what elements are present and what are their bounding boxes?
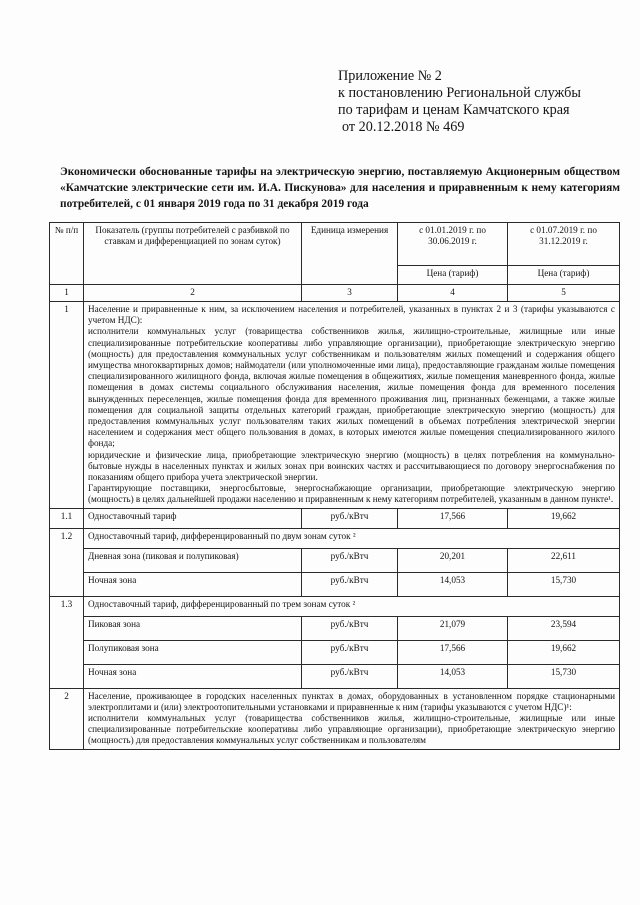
row-label: Полупиковая зона xyxy=(84,640,302,664)
document-title: Экономически обоснованные тарифы на электрическую энергию, поставляемую Акционерным обществом «Камчатские электрические сети им. И.А. Пискунова» для населения и приравненным к нему категориям потребителей, с 01 января 2019 года по 31 декабря 2019 года xyxy=(60,166,620,210)
table-row xyxy=(50,596,620,616)
group-1-paragraph: исполнители коммунальных услуг (товарищества собственников жилья, жилищно-строительные, жилищные или иные специализированные потребительские кооперативы либо управляющие организации), приобретающие электрическую энергию (мощность) для предоставления коммунальных услуг собственникам и пользователям жилых помещений и содержания общего имущества многоквартирных домов; наймодатели (или уполномоченные ими лица), предоставляющие гражданам жилые помещения специализированного жилищного фонда, включая жилые помещения в общежитиях, жилые помещения маневренного фонда, жилые помещения в домах системы социального обслуживания населения, жилые помещения фонда для временного поселения вынужденных переселенцев, жилые помещения фонда для временного проживания лиц, признанных беженцами, а также жилые помещения для социальной защиты отдельных категорий граждан, приобретающие электрическую энергию (мощность) для предоставления коммунальных услуг пользователям таких жилых помещений в объемах потребления электрической энергии населением и содержания мест общего пользования в домах, в которых имеются жилые помещения специализированного жилого фонда; xyxy=(88,326,615,449)
row-num: 1.2 xyxy=(50,528,84,596)
table-row xyxy=(50,664,620,688)
row-label: Ночная зона xyxy=(84,664,302,688)
table-row xyxy=(50,508,620,528)
appendix-line-1: Приложение № 2 xyxy=(338,68,442,84)
table-row xyxy=(50,640,620,664)
row-value-1: 21,079 xyxy=(398,616,508,640)
row-unit: руб./кВтч xyxy=(302,548,398,572)
appendix-line-4: от 20.12.2018 № 469 xyxy=(342,119,465,135)
row-label: Одноставочный тариф, дифференцированный по трем зонам суток ² xyxy=(84,596,620,616)
group-2-row xyxy=(50,688,620,749)
row-value-2: 19,662 xyxy=(508,640,620,664)
group-2-paragraph: Население, проживающее в городских населенных пунктах в домах, оборудованных в установленном порядке стационарными электроплитами и (или) электроотопительными установками и приравненные к ним (тарифы указываются с учетом НДС)¹: xyxy=(88,690,615,712)
group-1-paragraph: юридические и физические лица, приобретающие электрическую энергию (мощность) в целях потребления на коммунально-бытовые нужды в населенных пунктах и жилых зонах при воинских частях и рассчитывающиеся по договору энергоснабжения по показаниям общего прибора учета электрической энергии. xyxy=(88,449,615,483)
row-num: 1.1 xyxy=(50,508,84,528)
row-value-2: 15,730 xyxy=(508,664,620,688)
row-value-2: 15,730 xyxy=(508,572,620,596)
row-value-2: 23,594 xyxy=(508,616,620,640)
col-number: 5 xyxy=(508,285,620,302)
header-period-2: с 01.07.2019 г. по 31.12.2019 г. xyxy=(508,223,620,266)
table-row xyxy=(50,572,620,596)
row-value-2: 22,611 xyxy=(508,548,620,572)
header-period-1: с 01.01.2019 г. по 30.06.2019 г. xyxy=(398,223,508,266)
row-value-2: 19,662 xyxy=(508,508,620,528)
group-2-num: 2 xyxy=(50,688,84,749)
group-1-paragraph: Гарантирующие поставщики, энергосбытовые, энергоснабжающие организации, приобретающие электрическую энергию (мощность) в целях дальнейшей продажи населению и приравненным к нему категориям потребителей, указанным в данном пункте¹. xyxy=(88,483,615,505)
row-value-1: 20,201 xyxy=(398,548,508,572)
tariff-table xyxy=(49,222,620,750)
row-label: Ночная зона xyxy=(84,572,302,596)
header-unit: Единица измерения xyxy=(302,223,398,285)
row-num: 1.3 xyxy=(50,596,84,688)
appendix-line-3: по тарифам и ценам Камчатского края xyxy=(338,102,570,118)
row-label: Одноставочный тариф, дифференцированный по двум зонам суток ² xyxy=(84,528,620,548)
row-unit: руб./кВтч xyxy=(302,572,398,596)
row-value-1: 14,053 xyxy=(398,572,508,596)
group-2-paragraph: исполнители коммунальных услуг (товарищества собственников жилья, жилищно-строительные, жилищные или иные специализированные потребительские кооперативы либо управляющие организации), приобретающие электрическую энергию (мощность) для предоставления коммунальных услуг собственникам и пользователям xyxy=(88,713,615,746)
col-number: 4 xyxy=(398,285,508,302)
col-number: 2 xyxy=(84,285,302,302)
row-value-1: 17,566 xyxy=(398,640,508,664)
row-unit: руб./кВтч xyxy=(302,664,398,688)
group-1-description xyxy=(84,302,620,509)
col-number: 1 xyxy=(50,285,84,302)
row-value-1: 17,566 xyxy=(398,508,508,528)
column-numbers-row xyxy=(50,285,620,302)
row-value-1: 14,053 xyxy=(398,664,508,688)
table-row xyxy=(50,528,620,548)
appendix-line-2: к постановлению Региональной службы xyxy=(338,85,581,101)
header-price-1: Цена (тариф) xyxy=(398,266,508,285)
header-indicator: Показатель (группы потребителей с разбивкой по ставкам и дифференциацией по зонам суток) xyxy=(84,223,302,285)
group-1-num: 1 xyxy=(50,302,84,509)
row-label: Одноставочный тариф xyxy=(84,508,302,528)
appendix-header xyxy=(338,68,581,136)
table-header-row xyxy=(50,223,620,266)
table-row xyxy=(50,548,620,572)
group-2-description xyxy=(84,688,620,749)
header-num: № п/п xyxy=(50,223,84,285)
header-price-2: Цена (тариф) xyxy=(508,266,620,285)
group-1-row xyxy=(50,302,620,509)
row-unit: руб./кВтч xyxy=(302,508,398,528)
row-unit: руб./кВтч xyxy=(302,640,398,664)
group-1-paragraph: Население и приравненные к ним, за исключением населения и потребителей, указанных в пунктах 2 и 3 (тарифы указываются с учетом НДС): xyxy=(88,304,615,326)
row-unit: руб./кВтч xyxy=(302,616,398,640)
table-row xyxy=(50,616,620,640)
row-label: Дневная зона (пиковая и полупиковая) xyxy=(84,548,302,572)
col-number: 3 xyxy=(302,285,398,302)
row-label: Пиковая зона xyxy=(84,616,302,640)
